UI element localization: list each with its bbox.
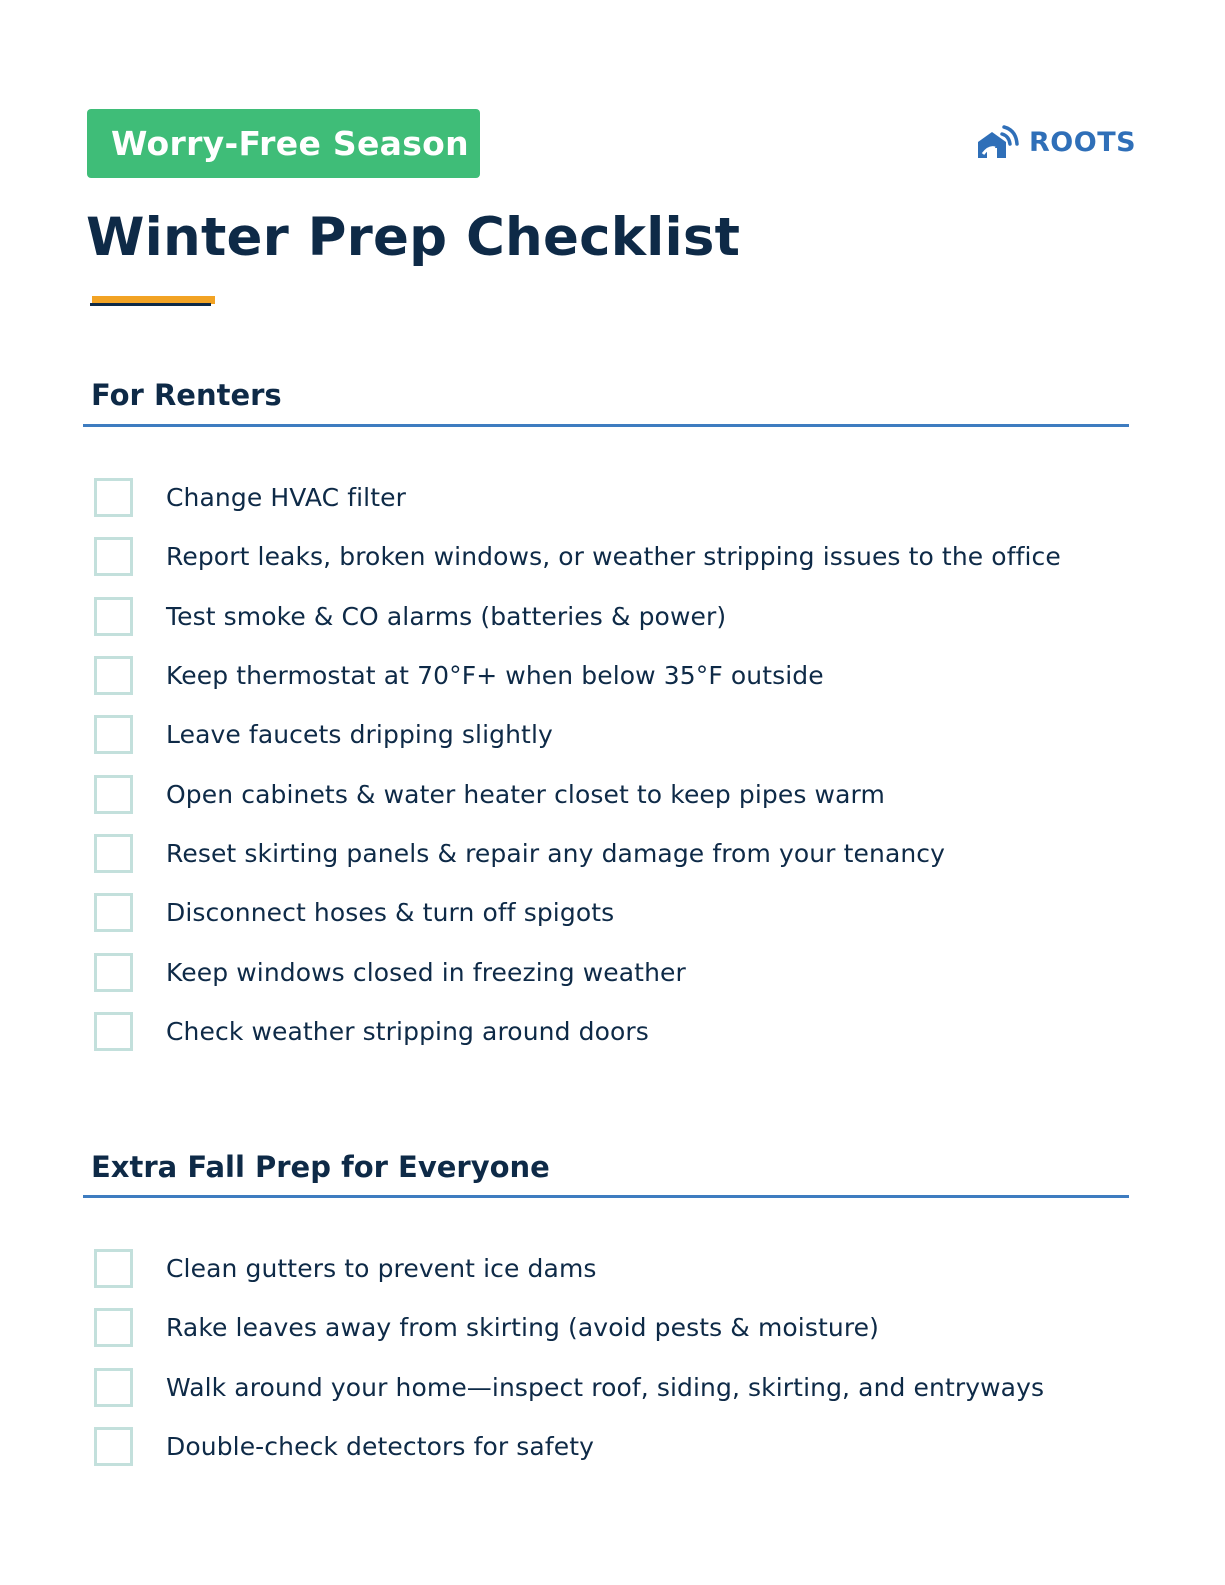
checkbox[interactable] bbox=[94, 715, 133, 754]
checklist-item-label: Open cabinets & water heater closet to keep pipes warm bbox=[166, 779, 885, 809]
checkbox[interactable] bbox=[94, 775, 133, 814]
checklist-item-label: Keep windows closed in freezing weather bbox=[166, 957, 686, 987]
checklist-renters bbox=[94, 468, 1061, 1061]
checklist-item-label: Clean gutters to prevent ice dams bbox=[166, 1254, 597, 1284]
checklist-item-label: Walk around your home—inspect roof, siding, skirting, and entryways bbox=[166, 1372, 1045, 1402]
section-rule-everyone bbox=[83, 1195, 1129, 1198]
checklist-item bbox=[94, 942, 1061, 1001]
checklist-item bbox=[94, 468, 1061, 527]
season-badge bbox=[87, 109, 480, 178]
checklist-item bbox=[94, 1417, 1044, 1476]
checklist-item bbox=[94, 1002, 1061, 1061]
logo-wordmark: ROOTS bbox=[1029, 126, 1137, 158]
checklist-everyone bbox=[94, 1239, 1044, 1476]
checklist-item-label: Test smoke & CO alarms (batteries & power) bbox=[166, 601, 727, 631]
section-heading-renters: For Renters bbox=[91, 378, 282, 412]
checklist-item bbox=[94, 527, 1061, 586]
checklist-item-label: Change HVAC filter bbox=[166, 483, 406, 513]
checklist-item bbox=[94, 764, 1061, 823]
checklist-item bbox=[94, 1358, 1044, 1417]
checkbox[interactable] bbox=[94, 953, 133, 992]
checkbox[interactable] bbox=[94, 478, 133, 517]
checklist-item-label: Keep thermostat at 70°F+ when below 35°F outside bbox=[166, 661, 824, 691]
checklist-item bbox=[94, 587, 1061, 646]
checklist-item-label: Check weather stripping around doors bbox=[166, 1016, 649, 1046]
checkbox[interactable] bbox=[94, 834, 133, 873]
checkbox[interactable] bbox=[94, 1427, 133, 1466]
checklist-item bbox=[94, 646, 1061, 705]
checklist-item bbox=[94, 705, 1061, 764]
checklist-item-label: Double-check detectors for safety bbox=[166, 1432, 595, 1462]
section-heading-everyone: Extra Fall Prep for Everyone bbox=[91, 1150, 550, 1184]
roots-logo bbox=[975, 122, 1136, 162]
season-badge-label: Worry-Free Season bbox=[111, 124, 469, 163]
checklist-item bbox=[94, 1239, 1044, 1298]
page-title: Winter Prep Checklist bbox=[86, 207, 741, 268]
title-underline bbox=[90, 296, 215, 310]
checkbox[interactable] bbox=[94, 597, 133, 636]
checkbox[interactable] bbox=[94, 1308, 133, 1347]
checklist-item bbox=[94, 824, 1061, 883]
checklist-item bbox=[94, 1298, 1044, 1357]
checklist-item-label: Rake leaves away from skirting (avoid pests & moisture) bbox=[166, 1313, 879, 1343]
checkbox[interactable] bbox=[94, 1012, 133, 1051]
checkbox[interactable] bbox=[94, 537, 133, 576]
section-rule-renters bbox=[83, 424, 1129, 427]
house-signal-icon bbox=[975, 124, 1021, 160]
checkbox[interactable] bbox=[94, 1368, 133, 1407]
underline-shadow bbox=[90, 303, 211, 306]
checklist-item bbox=[94, 883, 1061, 942]
checkbox[interactable] bbox=[94, 1249, 133, 1288]
checklist-item-label: Disconnect hoses & turn off spigots bbox=[166, 898, 615, 928]
checkbox[interactable] bbox=[94, 656, 133, 695]
checklist-item-label: Leave faucets dripping slightly bbox=[166, 720, 553, 750]
checkbox[interactable] bbox=[94, 893, 133, 932]
checklist-item-label: Reset skirting panels & repair any damage from your tenancy bbox=[166, 838, 946, 868]
checklist-item-label: Report leaks, broken windows, or weather stripping issues to the office bbox=[166, 542, 1061, 572]
